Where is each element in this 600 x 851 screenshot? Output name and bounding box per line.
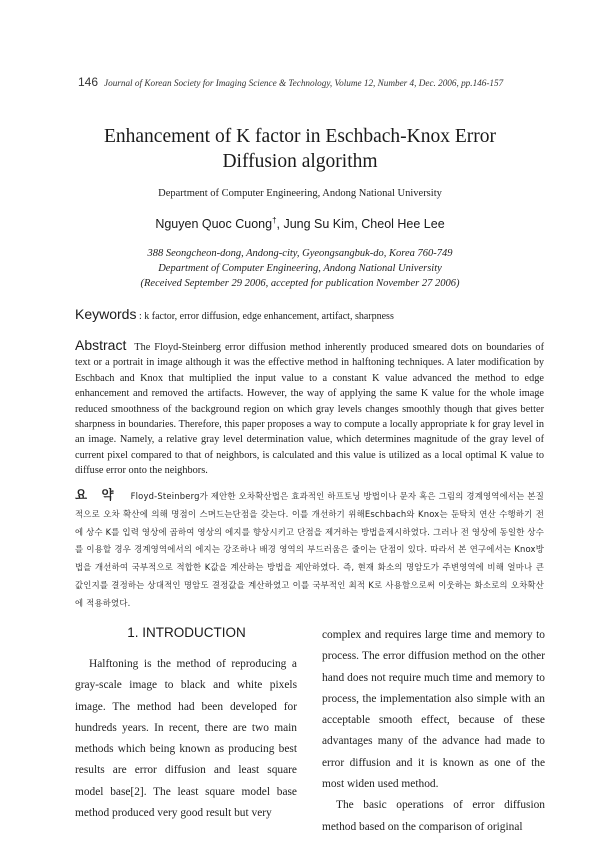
intro-paragraph: Halftoning is the method of reproducing a gray-scale image to black and white pixels image. The method had been developed for hundreds years. In recent, there are two main methods which being known as producing best results are error diffusion and least square model base[2]. The least square model base method produced very good result but very: [75, 658, 297, 820]
corresponding-mark: †: [272, 216, 277, 225]
title-line-1: Enhancement of K factor in Eschbach-Knox Error: [103, 126, 496, 147]
section-heading: 1. INTRODUCTION: [127, 625, 246, 640]
abstract-text: The Floyd-Steinberg error diffusion method inherently produced smeared dots on boundaries of text or a portrait in image although it was the effective method in halftoning techniques. A later modification by Eschbach and Knox that multiplied the input value to a constant K value advanced the method to edge enhancement and removed the artifacts. However, the way of applying the same K value for the whole image reduced smoothness of the background region on which gray levels changes smoothly though that gives better sharpness in boundaries. Therefore, this paper proposes a way to compute a locally appropriate k for gray level in an image. Namely, a relative gray level determination value, which determines magnitude of the gray level of current pixel compared to that of neighbors, is calculated and this value is utilized as a local optimal K value to diffuse error onto the neighbors.: [75, 342, 545, 477]
affiliation-line: Department of Computer Engineering, Andong National University: [158, 263, 442, 274]
abstract: [75, 338, 544, 479]
keywords-separator: :: [136, 311, 145, 322]
first-author: Nguyen Quoc Cuong: [155, 217, 273, 232]
korean-abstract-label: 요 약: [75, 487, 119, 502]
address-line: 388 Seongcheon-dong, Andong-city, Gyeongsangbuk-do, Korea 760-749: [147, 248, 453, 259]
korean-abstract-text: Floyd-Steinberg가 제안한 오차확산법은 효과적인 하프토닝 방법이나 문자 혹은 그림의 경계영역에서는 본질적으로 오차 확산에 의해 명점이 스며드는단점을 갖는다. 이를 개선하기 위해Eschbach와 Knox는 둔탁치 연산 수행하기 전에 상수 K를 입력 영상에 곱하여 영상의 에지를 향상시키고 단점을 제거하는 방법을제시하였다. 그러나 전 영상에 동일한 상수를 이용할 경우 경계영역에서의 에지는 강조하나 배경 영역의 부드러움은 줄이는 단점이 있다. 따라서 본 연구에서는 Knox방법을 개선하여 국부적으로 적합한 K값을 계산하는 방법을 제안하였다. 즉, 현재 화소의 명암도가 주변영역에 비해 얼마나 큰 값인지를 결정하는 상대적인 명암도 결정값을 계산하였고 이를 국부적인 최적 K로 사용함으로써 이웃하는 화소로의 오차확산에 적용하였다.: [75, 491, 544, 608]
korean-abstract: [75, 486, 544, 613]
journal-citation: Journal of Korean Society for Imaging Science & Technology, Volume 12, Number 4, Dec. 2006, pp.146-157: [104, 78, 504, 88]
abstract-label: Abstract: [75, 337, 127, 353]
affiliation: [60, 246, 540, 291]
intro-paragraph-2: The basic operations of error diffusion method based on the comparison of original: [322, 799, 545, 833]
paper-title: [60, 124, 540, 174]
left-column: [75, 654, 297, 824]
keywords-label: Keywords: [75, 306, 137, 322]
running-header: [78, 75, 538, 89]
keywords: [75, 306, 535, 322]
intro-paragraph-continued: complex and requires large time and memory to process. The error diffusion method on the other hand does not require much time and memory to process, the implementation also simple with an acceptable smooth effect, because of these advantages many of the advance had made to error diffusion and it is known as one of the most widen used method.: [322, 629, 545, 791]
title-line-2: Diffusion algorithm: [222, 151, 378, 172]
department: Department of Computer Engineering, Andong National University: [158, 188, 442, 199]
right-column: [322, 625, 545, 838]
co-authors: , Jung Su Kim, Cheol Hee Lee: [276, 217, 445, 232]
received-dates: (Received September 29 2006, accepted for publication November 27 2006): [140, 278, 460, 289]
authors: [60, 216, 540, 231]
keywords-text: k factor, error diffusion, edge enhancement, artifact, sharpness: [144, 311, 394, 322]
page-number: 146: [78, 75, 99, 89]
